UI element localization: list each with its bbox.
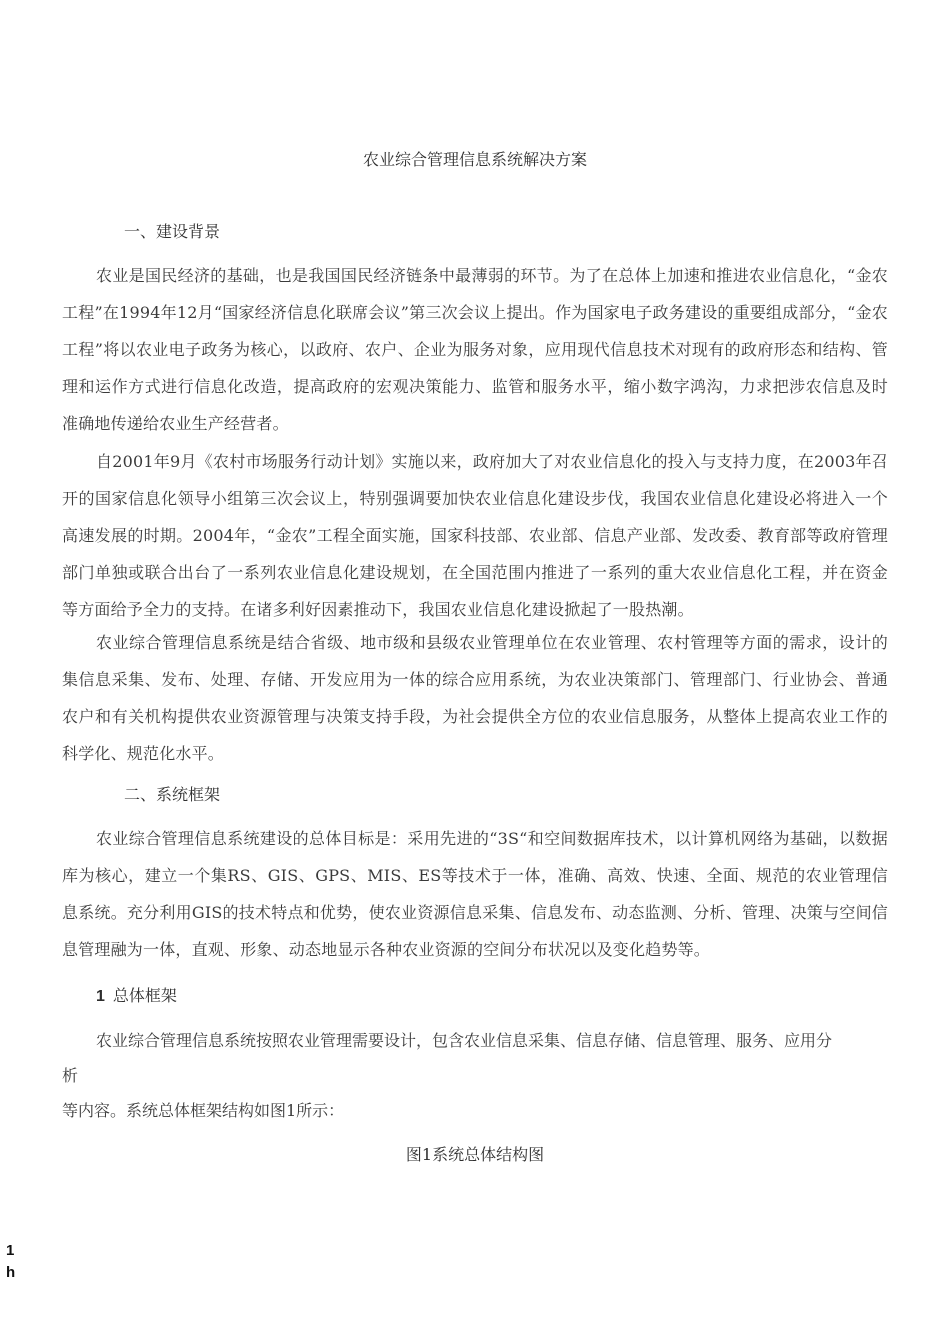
overall-framework-line-2: 析 xyxy=(62,1066,79,1085)
page-number: 1h xyxy=(6,1242,16,1281)
overall-framework-line-3: 等内容。系统总体框架结构如图1所示： xyxy=(62,1101,345,1120)
paragraph-background-2: 自2001年9月《农村市场服务行动计划》实施以来，政府加大了对农业信息化的投入与支持力度，在2003年召开的国家信息化领导小组第三次会议上，特别强调要加快农业信息化建设步伐，我国农业信息化建设必将进入一个高速发展的时期。2004年，“金农”工程全面实施，国家科技部、农业部、信息产业部、发改委、教育部等政府管理部门单独或联合出台了一系列农业信息化建设规划，在全国范围内推进了一系列的重大农业信息化工程，并在资金等方面给予全力的支持。在诸多利好因素推动下，我国农业信息化建设掀起了一股热潮。 xyxy=(62,452,888,619)
figure-caption: 图1系统总体结构图 xyxy=(405,1145,545,1164)
paragraph-framework: 农业综合管理信息系统建设的总体目标是：采用先进的“3S“和空间数据库技术，以计算机网络为基础，以数据库为核心，建立一个集RS、GIS、GPS、MIS、ES等技术于一体，准确、高效、快速、全面、规范的农业管理信息系统。充分利用GIS的技术特点和优势，使农业资源信息采集、信息发布、动态监测、分析、管理、决策与空间信息管理融为一体，直观、形象、动态地显示各种农业资源的空间分布状况以及变化趋势等。 xyxy=(62,829,888,959)
paragraph-background-3: 农业综合管理信息系统是结合省级、地市级和县级农业管理单位在农业管理、农村管理等方面的需求，设计的集信息采集、发布、处理、存储、开发应用为一体的综合应用系统，为农业决策部门、管理部门、行业协会、普通农户和有关机构提供农业资源管理与决策支持手段，为社会提供全方位的农业信息服务，从整体上提高农业工作的科学化、规范化水平。 xyxy=(62,633,888,763)
subsection-heading-overall-framework xyxy=(96,985,177,1008)
subsection-title: 总体框架 xyxy=(112,986,177,1005)
document-title: 农业综合管理信息系统解决方案 xyxy=(362,150,587,169)
section-heading-background: 一、建设背景 xyxy=(124,222,221,241)
paragraph-background-1: 农业是国民经济的基础，也是我国国民经济链条中最薄弱的环节。为了在总体上加速和推进农业信息化，“金农工程”在1994年12月“国家经济信息化联席会议”第三次会议上提出。作为国家电子政务建设的重要组成部分，“金农工程”将以农业电子政务为核心，以政府、农户、企业为服务对象，应用现代信息技术对现有的政府形态和结构、管理和运作方式进行信息化改造，提高政府的宏观决策能力、监管和服务水平，缩小数字鸿沟，力求把涉农信息及时准确地传递给农业生产经营者。 xyxy=(62,266,888,433)
section-heading-framework: 二、系统框架 xyxy=(124,785,221,804)
overall-framework-line-1: 农业综合管理信息系统按照农业管理需要设计，包含农业信息采集、信息存储、信息管理、服务、应用分 xyxy=(96,1031,833,1050)
subsection-number: 1 xyxy=(96,988,105,1005)
